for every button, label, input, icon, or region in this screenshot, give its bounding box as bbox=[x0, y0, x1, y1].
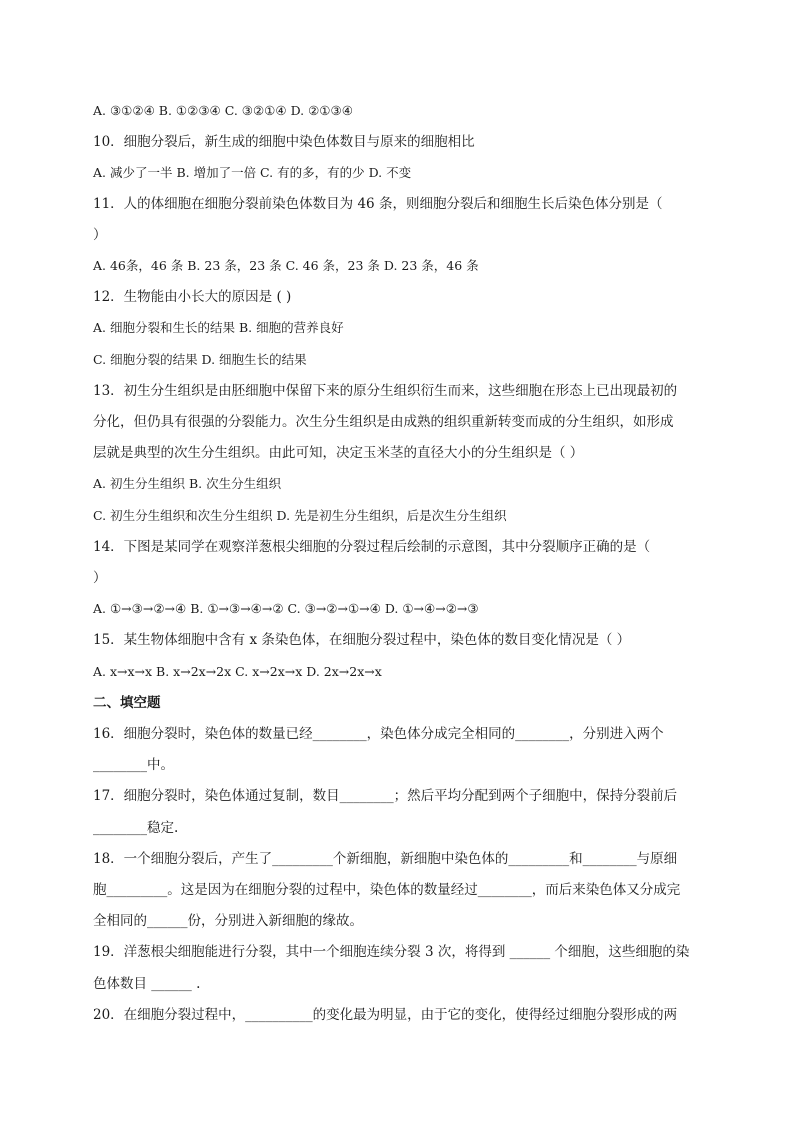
q20-line1: 20．在细胞分裂过程中，__________的变化最为明显，由于它的变化，使得经过细胞分裂形成的两 bbox=[93, 1007, 678, 1023]
q14-options: A. ①→③→②→④ B. ①→③→④→② C. ③→②→①→④ D. ①→④→②→③ bbox=[93, 601, 479, 616]
q11-options: A. 46条，46 条 B. 23 条，23 条 C. 46 条，23 条 D. 23 条，46 条 bbox=[93, 258, 479, 273]
q13-stem-line2: 分化，但仍具有很强的分裂能力。次生分生组织是由成熟的组织重新转变而成的分生组织，如形成 bbox=[93, 414, 674, 430]
q10-options: A. 减少了一半 B. 增加了一倍 C. 有的多，有的少 D. 不变 bbox=[93, 165, 412, 180]
q13-stem-line1: 13．初生分生组织是由胚细胞中保留下来的原分生组织衍生而来，这些细胞在形态上已出现最初的 bbox=[93, 383, 678, 399]
section-title-fill-in: 二、填空题 bbox=[93, 695, 161, 711]
q13-options-line2: C. 初生分生组织和次生分生组织 D. 先是初生分生组织，后是次生分生组织 bbox=[93, 508, 507, 523]
q16-line2: ________中。 bbox=[93, 757, 174, 773]
q11-stem-line2: ） bbox=[93, 227, 107, 243]
q13-stem-line3: 层就是典型的次生分生组织。由此可知，决定玉米茎的直径大小的分生组织是（ ） bbox=[93, 445, 584, 461]
q12-options-line1: A. 细胞分裂和生长的结果 B. 细胞的营养良好 bbox=[93, 320, 344, 335]
q13-options-line1: A. 初生分生组织 B. 次生分生组织 bbox=[93, 476, 282, 491]
q17-line1: 17．细胞分裂时，染色体通过复制，数目________；然后平均分配到两个子细胞中，保持分裂前后 bbox=[93, 788, 678, 804]
q11-stem-line1: 11．人的体细胞在细胞分裂前染色体数目为 46 条，则细胞分裂后和细胞生长后染色体分别是（ bbox=[93, 196, 663, 212]
q15-options: A. x→x→x B. x→2x→2x C. x→2x→x D. 2x→2x→x bbox=[93, 664, 382, 679]
q12-stem: 12．生物能由小长大的原因是 ( ) bbox=[93, 289, 292, 305]
q18-line1: 18．一个细胞分裂后，产生了_________个新细胞，新细胞中染色体的_________和________与原细 bbox=[93, 851, 678, 867]
q19-line2: 色体数目 ______ . bbox=[93, 976, 201, 992]
q18-line2: 胞_________。这是因为在细胞分裂的过程中，染色体的数量经过________，而后来染色体又分成完 bbox=[93, 882, 681, 898]
q10-stem: 10．细胞分裂后，新生成的细胞中染色体数目与原来的细胞相比 bbox=[93, 134, 475, 150]
q15-stem: 15．某生物体细胞中含有 x 条染色体，在细胞分裂过程中，染色体的数目变化情况是（ ） bbox=[93, 632, 631, 648]
q19-line1: 19．洋葱根尖细胞能进行分裂，其中一个细胞连续分裂 3 次，将得到 ______ 个细胞，这些细胞的染 bbox=[93, 944, 690, 960]
q17-line2: ________稳定. bbox=[93, 820, 179, 836]
q16-line1: 16．细胞分裂时，染色体的数量已经________，染色体分成完全相同的________，分别进入两个 bbox=[93, 726, 664, 742]
q12-options-line2: C. 细胞分裂的结果 D. 细胞生长的结果 bbox=[93, 352, 307, 367]
q18-line3: 全相同的______份，分别进入新细胞的缘故。 bbox=[93, 913, 363, 929]
q14-stem-line1: 14．下图是某同学在观察洋葱根尖细胞的分裂过程后绘制的示意图，其中分裂顺序正确的是（ bbox=[93, 539, 651, 555]
q14-stem-line2: ） bbox=[93, 570, 107, 586]
q9-options: A. ③①②④ B. ①②③④ C. ③②①④ D. ②①③④ bbox=[93, 103, 353, 118]
